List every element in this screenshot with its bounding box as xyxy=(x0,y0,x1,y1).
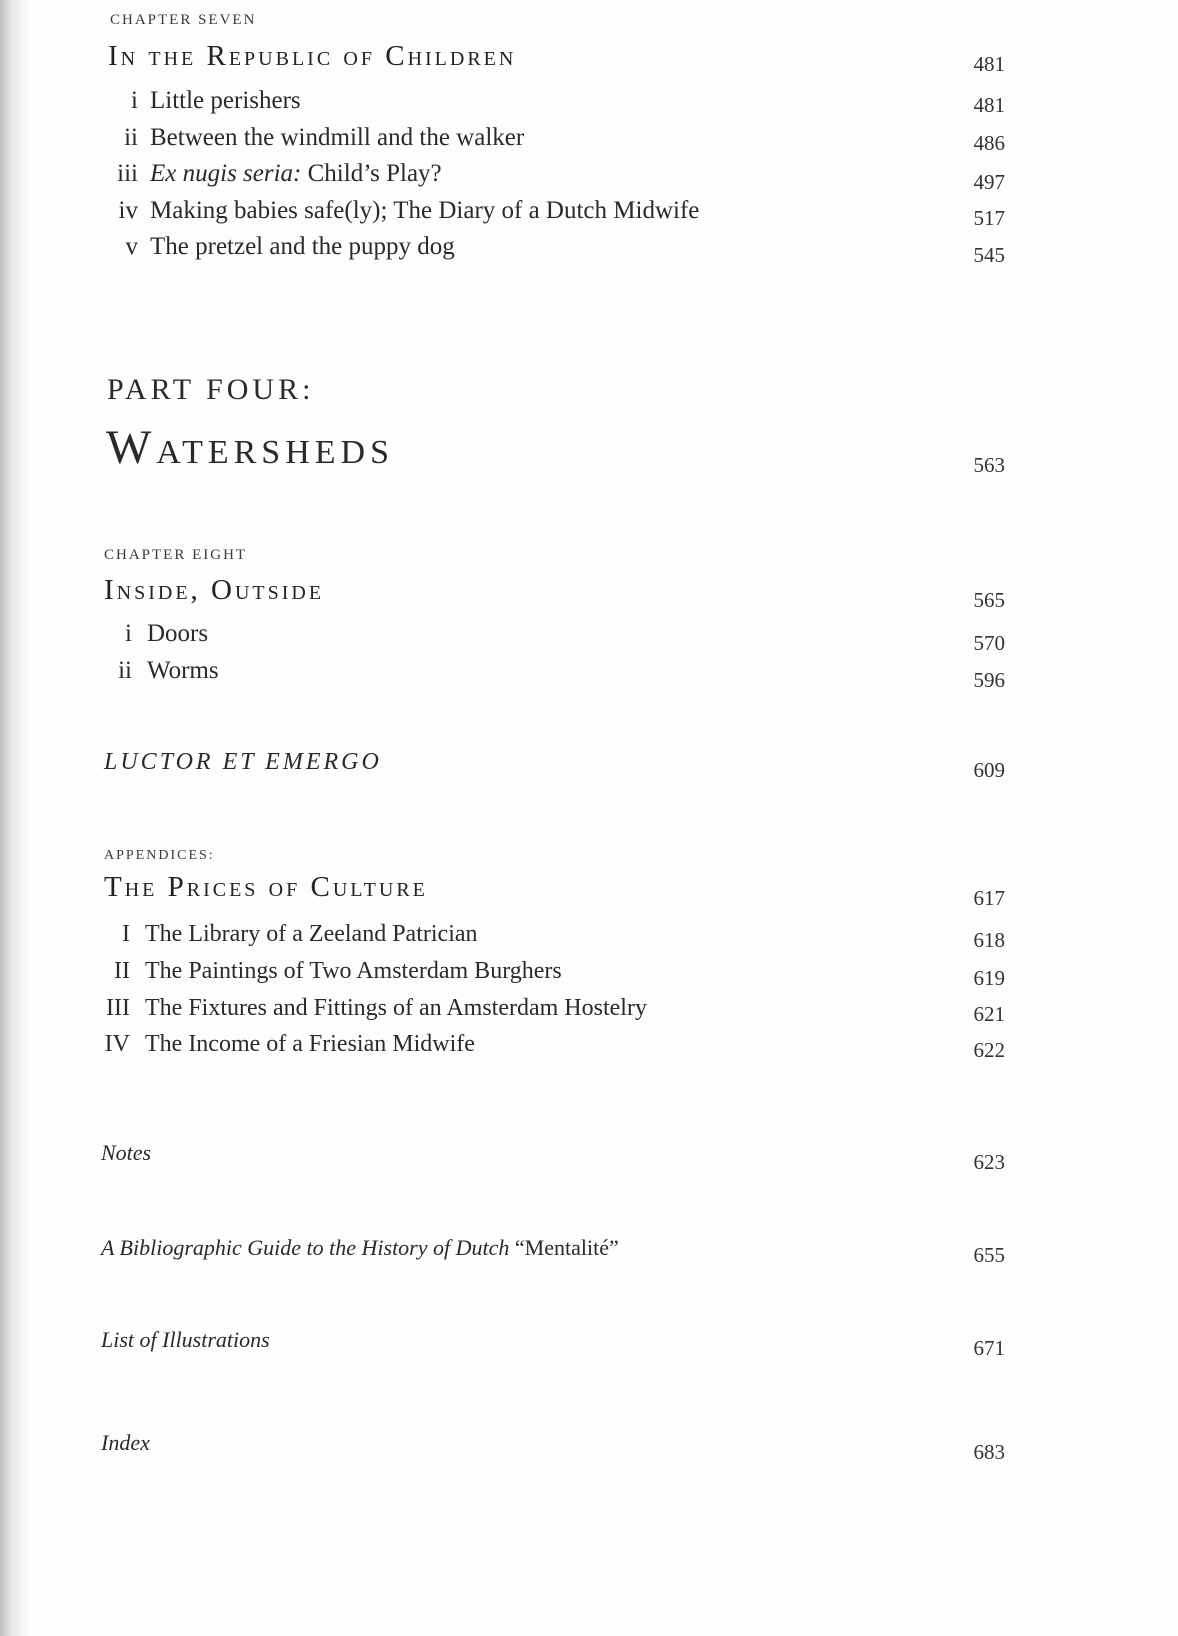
section-number: ii xyxy=(124,124,138,151)
appendices-label: APPENDICES: xyxy=(104,848,215,863)
part-four-page: 563 xyxy=(973,453,1005,477)
bibliographic-guide-title xyxy=(101,1237,619,1259)
bibliographic-guide-italic: A Bibliographic Guide to the History of Dutch xyxy=(101,1235,510,1260)
book-spine-shadow xyxy=(0,0,28,1636)
section-title: Doors xyxy=(147,620,209,647)
appendix-number: I xyxy=(122,921,130,947)
section-title: Between the windmill and the walker xyxy=(150,124,525,151)
luctor-page: 609 xyxy=(973,758,1005,782)
appendix-title: The Paintings of Two Amsterdam Burghers xyxy=(145,958,562,984)
section-number: i xyxy=(125,620,132,647)
chapter-eight-title: Inside, Outside xyxy=(104,574,325,606)
section-number: i xyxy=(131,87,138,114)
section-number: v xyxy=(125,233,138,260)
appendix-number: II xyxy=(114,958,130,984)
section-page: 497 xyxy=(973,170,1005,194)
appendix-title: The Library of a Zeeland Patrician xyxy=(145,921,478,947)
chapter-seven-label: CHAPTER SEVEN xyxy=(110,12,257,28)
section-title xyxy=(150,161,442,186)
section-title: The pretzel and the puppy dog xyxy=(150,233,455,260)
section-page: 570 xyxy=(973,631,1005,655)
section-title-italic: Ex nugis seria: xyxy=(150,160,302,187)
section-title: Worms xyxy=(147,657,219,684)
section-page: 481 xyxy=(973,93,1005,117)
bibliographic-guide-page: 655 xyxy=(973,1243,1005,1267)
appendix-page: 622 xyxy=(973,1038,1005,1062)
luctor-title: LUCTOR ET EMERGO xyxy=(104,749,382,775)
section-page: 517 xyxy=(973,206,1005,230)
chapter-seven-title: In the Republic of Children xyxy=(108,40,517,72)
list-of-illustrations-title: List of Illustrations xyxy=(101,1327,270,1352)
notes-title: Notes xyxy=(101,1140,152,1165)
part-four-label: PART FOUR: xyxy=(107,373,315,406)
appendix-page: 619 xyxy=(973,966,1005,990)
appendix-page: 621 xyxy=(973,1002,1005,1026)
list-of-illustrations-page: 671 xyxy=(973,1336,1005,1360)
notes-page: 623 xyxy=(973,1150,1005,1174)
index-page: 683 xyxy=(973,1440,1005,1464)
appendix-page: 618 xyxy=(973,928,1005,952)
section-title: Little perishers xyxy=(150,87,301,114)
index-title: Index xyxy=(101,1430,150,1455)
section-page: 596 xyxy=(973,668,1005,692)
appendices-title: The Prices of Culture xyxy=(104,871,428,903)
section-title-rest: Child’s Play? xyxy=(301,160,442,187)
appendix-number: IV xyxy=(104,1031,130,1057)
section-page: 486 xyxy=(973,131,1005,155)
appendices-page: 617 xyxy=(973,886,1005,910)
appendix-title: The Fixtures and Fittings of an Amsterdam Hostelry xyxy=(145,995,647,1021)
chapter-eight-page: 565 xyxy=(973,588,1005,612)
section-number: iii xyxy=(117,160,138,187)
section-number: iv xyxy=(118,197,138,224)
section-page: 545 xyxy=(973,243,1005,267)
part-four-title: Watersheds xyxy=(106,421,394,474)
bibliographic-guide-rest: “Mentalité” xyxy=(509,1235,619,1260)
appendix-title: The Income of a Friesian Midwife xyxy=(145,1031,475,1057)
section-number: ii xyxy=(118,657,132,684)
appendix-number: III xyxy=(106,995,130,1021)
section-title: Making babies safe(ly); The Diary of a Dutch Midwife xyxy=(150,197,700,224)
chapter-seven-page: 481 xyxy=(973,52,1005,76)
chapter-eight-label: CHAPTER EIGHT xyxy=(104,547,248,563)
